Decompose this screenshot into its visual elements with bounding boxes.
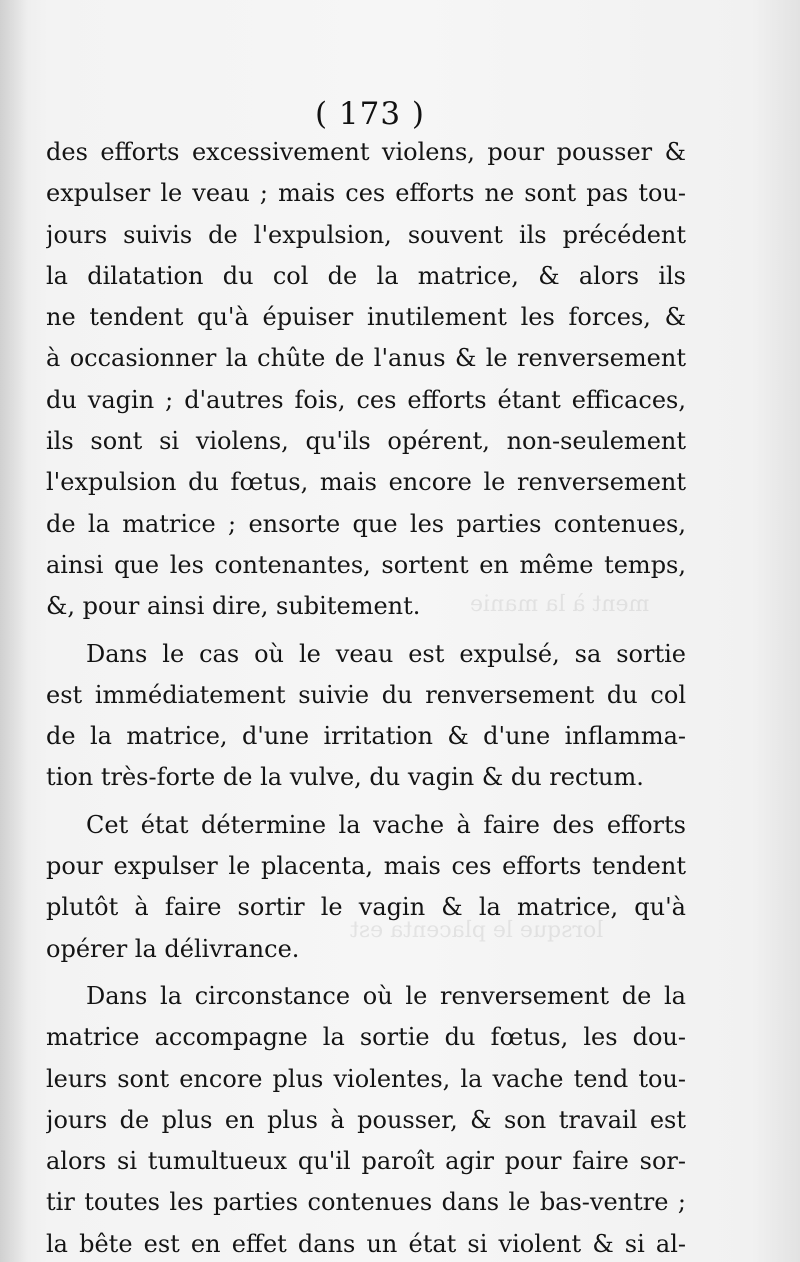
text-line: tir toutes les parties contenues dans le bas-ventre ; bbox=[46, 1188, 686, 1217]
text-line: Dans le cas où le veau est expulsé, sa sortie bbox=[86, 639, 686, 668]
text-line: est immédiatement suivie du renversement du col bbox=[46, 680, 686, 709]
show-through-text: lorsque le placenta est bbox=[350, 918, 604, 943]
text-line: l'expulsion du fœtus, mais encore le renversement bbox=[46, 468, 686, 497]
text-line: du vagin ; d'autres fois, ces efforts étant efficaces, bbox=[46, 385, 686, 414]
spine-shadow bbox=[0, 0, 28, 1262]
paragraph bbox=[46, 805, 686, 970]
text-line: des efforts excessivement violens, pour pousser & bbox=[46, 138, 686, 166]
text-line: la bête est en effet dans un état si violent & si al- bbox=[46, 1229, 686, 1258]
paragraph bbox=[46, 976, 686, 1262]
text-line: expulser le veau ; mais ces efforts ne sont pas tou- bbox=[46, 179, 686, 208]
text-line: jours de plus en plus à pousser, & son travail est bbox=[46, 1105, 686, 1134]
text-line: &, pour ainsi dire, subitement. bbox=[46, 592, 421, 621]
text-line: opérer la délivrance. bbox=[46, 934, 300, 963]
text-line: de la matrice ; ensorte que les parties contenues, bbox=[46, 509, 686, 538]
text-line: la dilatation du col de la matrice, & alors ils bbox=[46, 261, 686, 290]
text-line: tion très-forte de la vulve, du vagin & du rectum. bbox=[46, 763, 644, 792]
text-line: matrice accompagne la sortie du fœtus, les dou- bbox=[46, 1023, 686, 1052]
show-through-text: ment à la manie bbox=[470, 592, 650, 617]
text-line: Dans la circonstance où le renversement de la bbox=[86, 981, 686, 1010]
text-line: à occasionner la chûte de l'anus & le renversement bbox=[46, 344, 686, 373]
text-line: alors si tumultueux qu'il paroît agir pour faire sor- bbox=[46, 1147, 686, 1176]
page-number: ( 173 ) bbox=[314, 96, 426, 132]
text-line: de la matrice, d'une irritation & d'une inflamma- bbox=[46, 722, 686, 751]
text-line: jours suivis de l'expulsion, souvent ils précédent bbox=[46, 220, 686, 249]
text-line: ne tendent qu'à épuiser inutilement les forces, & bbox=[46, 303, 686, 332]
text-line: leurs sont encore plus violentes, la vache tend tou- bbox=[46, 1064, 686, 1093]
text-line: plutôt à faire sortir le vagin & la matrice, qu'à bbox=[46, 893, 686, 922]
text-line: pour expulser le placenta, mais ces efforts tendent bbox=[46, 852, 686, 881]
paragraph bbox=[46, 634, 686, 799]
text-line: Cet état détermine la vache à faire des efforts bbox=[86, 810, 686, 839]
text-line: ils sont si violens, qu'ils opérent, non-seulement bbox=[46, 427, 686, 456]
paragraph bbox=[46, 132, 686, 628]
body-text bbox=[46, 132, 686, 1262]
text-line: ainsi que les contenantes, sortent en même temps, bbox=[46, 550, 686, 579]
